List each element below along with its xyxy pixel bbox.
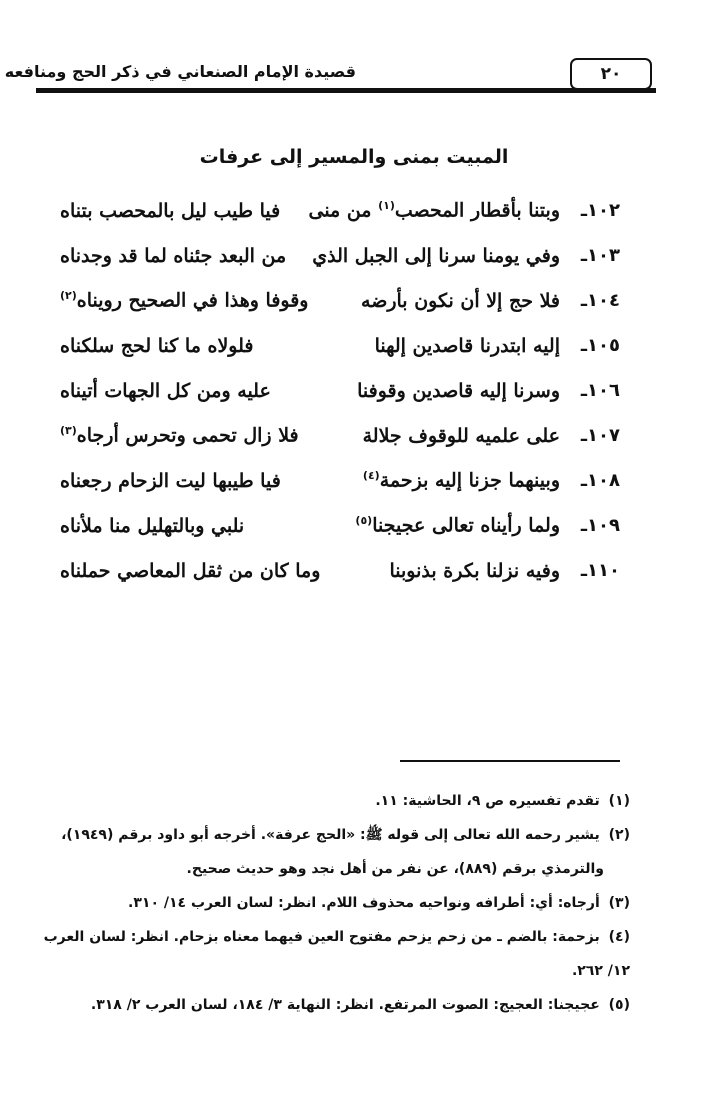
footnote-ref: (٣) <box>60 424 77 438</box>
footnote-text: عجيجنا: العجيج: الصوت المرتفع. انظر: النهاية ٣/ ١٨٤، لسان العرب ٢/ ٣١٨. <box>90 997 600 1013</box>
footnote-text: يشير رحمه الله تعالى إلى قوله ﷺ: «الحج عرفة». أخرجه أبو داود برقم (١٩٤٩)، <box>61 827 600 843</box>
page-number: ٢٠ <box>570 58 652 90</box>
first-hemistich: على علميه للوقوف جلالة <box>362 424 560 447</box>
verse-110 <box>60 548 620 593</box>
footnote-2 <box>40 818 630 852</box>
footnote-label: (١) <box>608 793 630 809</box>
verse-108 <box>60 458 620 503</box>
first-hemistich: وبينهما جزنا إليه بزحمة$^{(٤)}$ <box>362 469 560 492</box>
second-hemistich: وما كان من ثقل المعاصي حملناه <box>60 559 321 582</box>
footnote-ref: (٢) <box>60 289 77 303</box>
verse-number: ١٠٩ـ <box>580 515 620 536</box>
footnotes <box>40 784 630 1022</box>
verse-106 <box>60 368 620 413</box>
footnote-text: تقدم تفسيره ص ٩، الحاشية: ١١. <box>375 793 600 809</box>
second-hemistich: عليه ومن كل الجهات أتيناه <box>60 379 271 402</box>
footnote-text: بزحمة: بالضم ـ من زحم يزحم مفتوح العين فيهما معناه بزحام. انظر: لسان العرب ١٢/ ٢٦٢. <box>43 929 630 979</box>
footnote-separator <box>400 760 620 762</box>
verse-number: ١٠٨ـ <box>580 470 620 491</box>
footnote-label: (٣) <box>608 895 630 911</box>
verse-105 <box>60 323 620 368</box>
second-hemistich: فيا طيب ليل بالمحصب بتناه <box>60 199 281 222</box>
poem <box>60 188 620 593</box>
first-hemistich: وفي يومنا سرنا إلى الجبل الذي <box>312 244 560 267</box>
verse-109 <box>60 503 620 548</box>
footnote-5 <box>40 988 630 1022</box>
verse-number: ١٠٧ـ <box>580 425 620 446</box>
verse-number: ١١٠ـ <box>580 560 620 581</box>
second-hemistich: نلبي وبالتهليل منا ملأناه <box>60 514 245 537</box>
second-hemistich: فلا زال تحمى وتحرس أرجاه$^{(٣)}$ <box>60 424 299 447</box>
second-hemistich: من البعد جئناه لما قد وجدناه <box>60 244 287 267</box>
footnote-ref: (٥) <box>355 514 373 528</box>
verse-107 <box>60 413 620 458</box>
footnote-3 <box>40 886 630 920</box>
footnote-ref: (١) <box>378 199 395 213</box>
verse-number: ١٠٦ـ <box>580 380 620 401</box>
verse-104 <box>60 278 620 323</box>
first-hemistich: وفيه نزلنا بكرة بذنوبنا <box>389 559 560 582</box>
second-hemistich: وقوفا وهذا في الصحيح رويناه$^{(٢)}$ <box>60 289 309 312</box>
page-header <box>4 56 656 96</box>
section-title: المبيت بمنى والمسير إلى عرفات <box>199 146 509 168</box>
verse-102 <box>60 188 620 233</box>
second-hemistich: فيا طيبها ليت الزحام رجعناه <box>60 469 281 492</box>
verse-103 <box>60 233 620 278</box>
footnote-2-continuation: والترمذي برقم (٨٨٩)، عن نفر من أهل نجد وهو حديث صحيح. <box>186 861 604 877</box>
running-title: قصيدة الإمام الصنعاني في ذكر الحج ومنافعه <box>4 62 356 81</box>
first-hemistich: وبتنا بأقطار المحصب$^{(١)}$ من منى <box>308 199 560 222</box>
footnote-label: (٢) <box>608 827 630 843</box>
verse-number: ١٠٢ـ <box>580 200 620 221</box>
footnote-label: (٥) <box>608 997 630 1013</box>
verse-number: ١٠٣ـ <box>580 245 620 266</box>
first-hemistich: وسرنا إليه قاصدين وقوفنا <box>357 379 560 402</box>
footnote-text: أرجاه: أي: أطرافه ونواحيه محذوف اللام. انظر: لسان العرب ١٤/ ٣١٠. <box>128 895 600 911</box>
verse-number: ١٠٥ـ <box>580 335 620 356</box>
footnote-4 <box>40 920 630 988</box>
second-hemistich: فلولاه ما كنا لحج سلكناه <box>60 334 254 357</box>
first-hemistich: ولما رأيناه تعالى عجيجنا$^{(٥)}$ <box>355 514 560 537</box>
verse-number: ١٠٤ـ <box>580 290 620 311</box>
header-rule <box>36 88 656 93</box>
footnote-1 <box>40 784 630 818</box>
first-hemistich: فلا حج إلا أن نكون بأرضه <box>361 289 560 312</box>
footnote-label: (٤) <box>608 929 630 945</box>
footnote-ref: (٤) <box>362 469 380 483</box>
first-hemistich: إليه ابتدرنا قاصدين إلهنا <box>374 334 560 357</box>
